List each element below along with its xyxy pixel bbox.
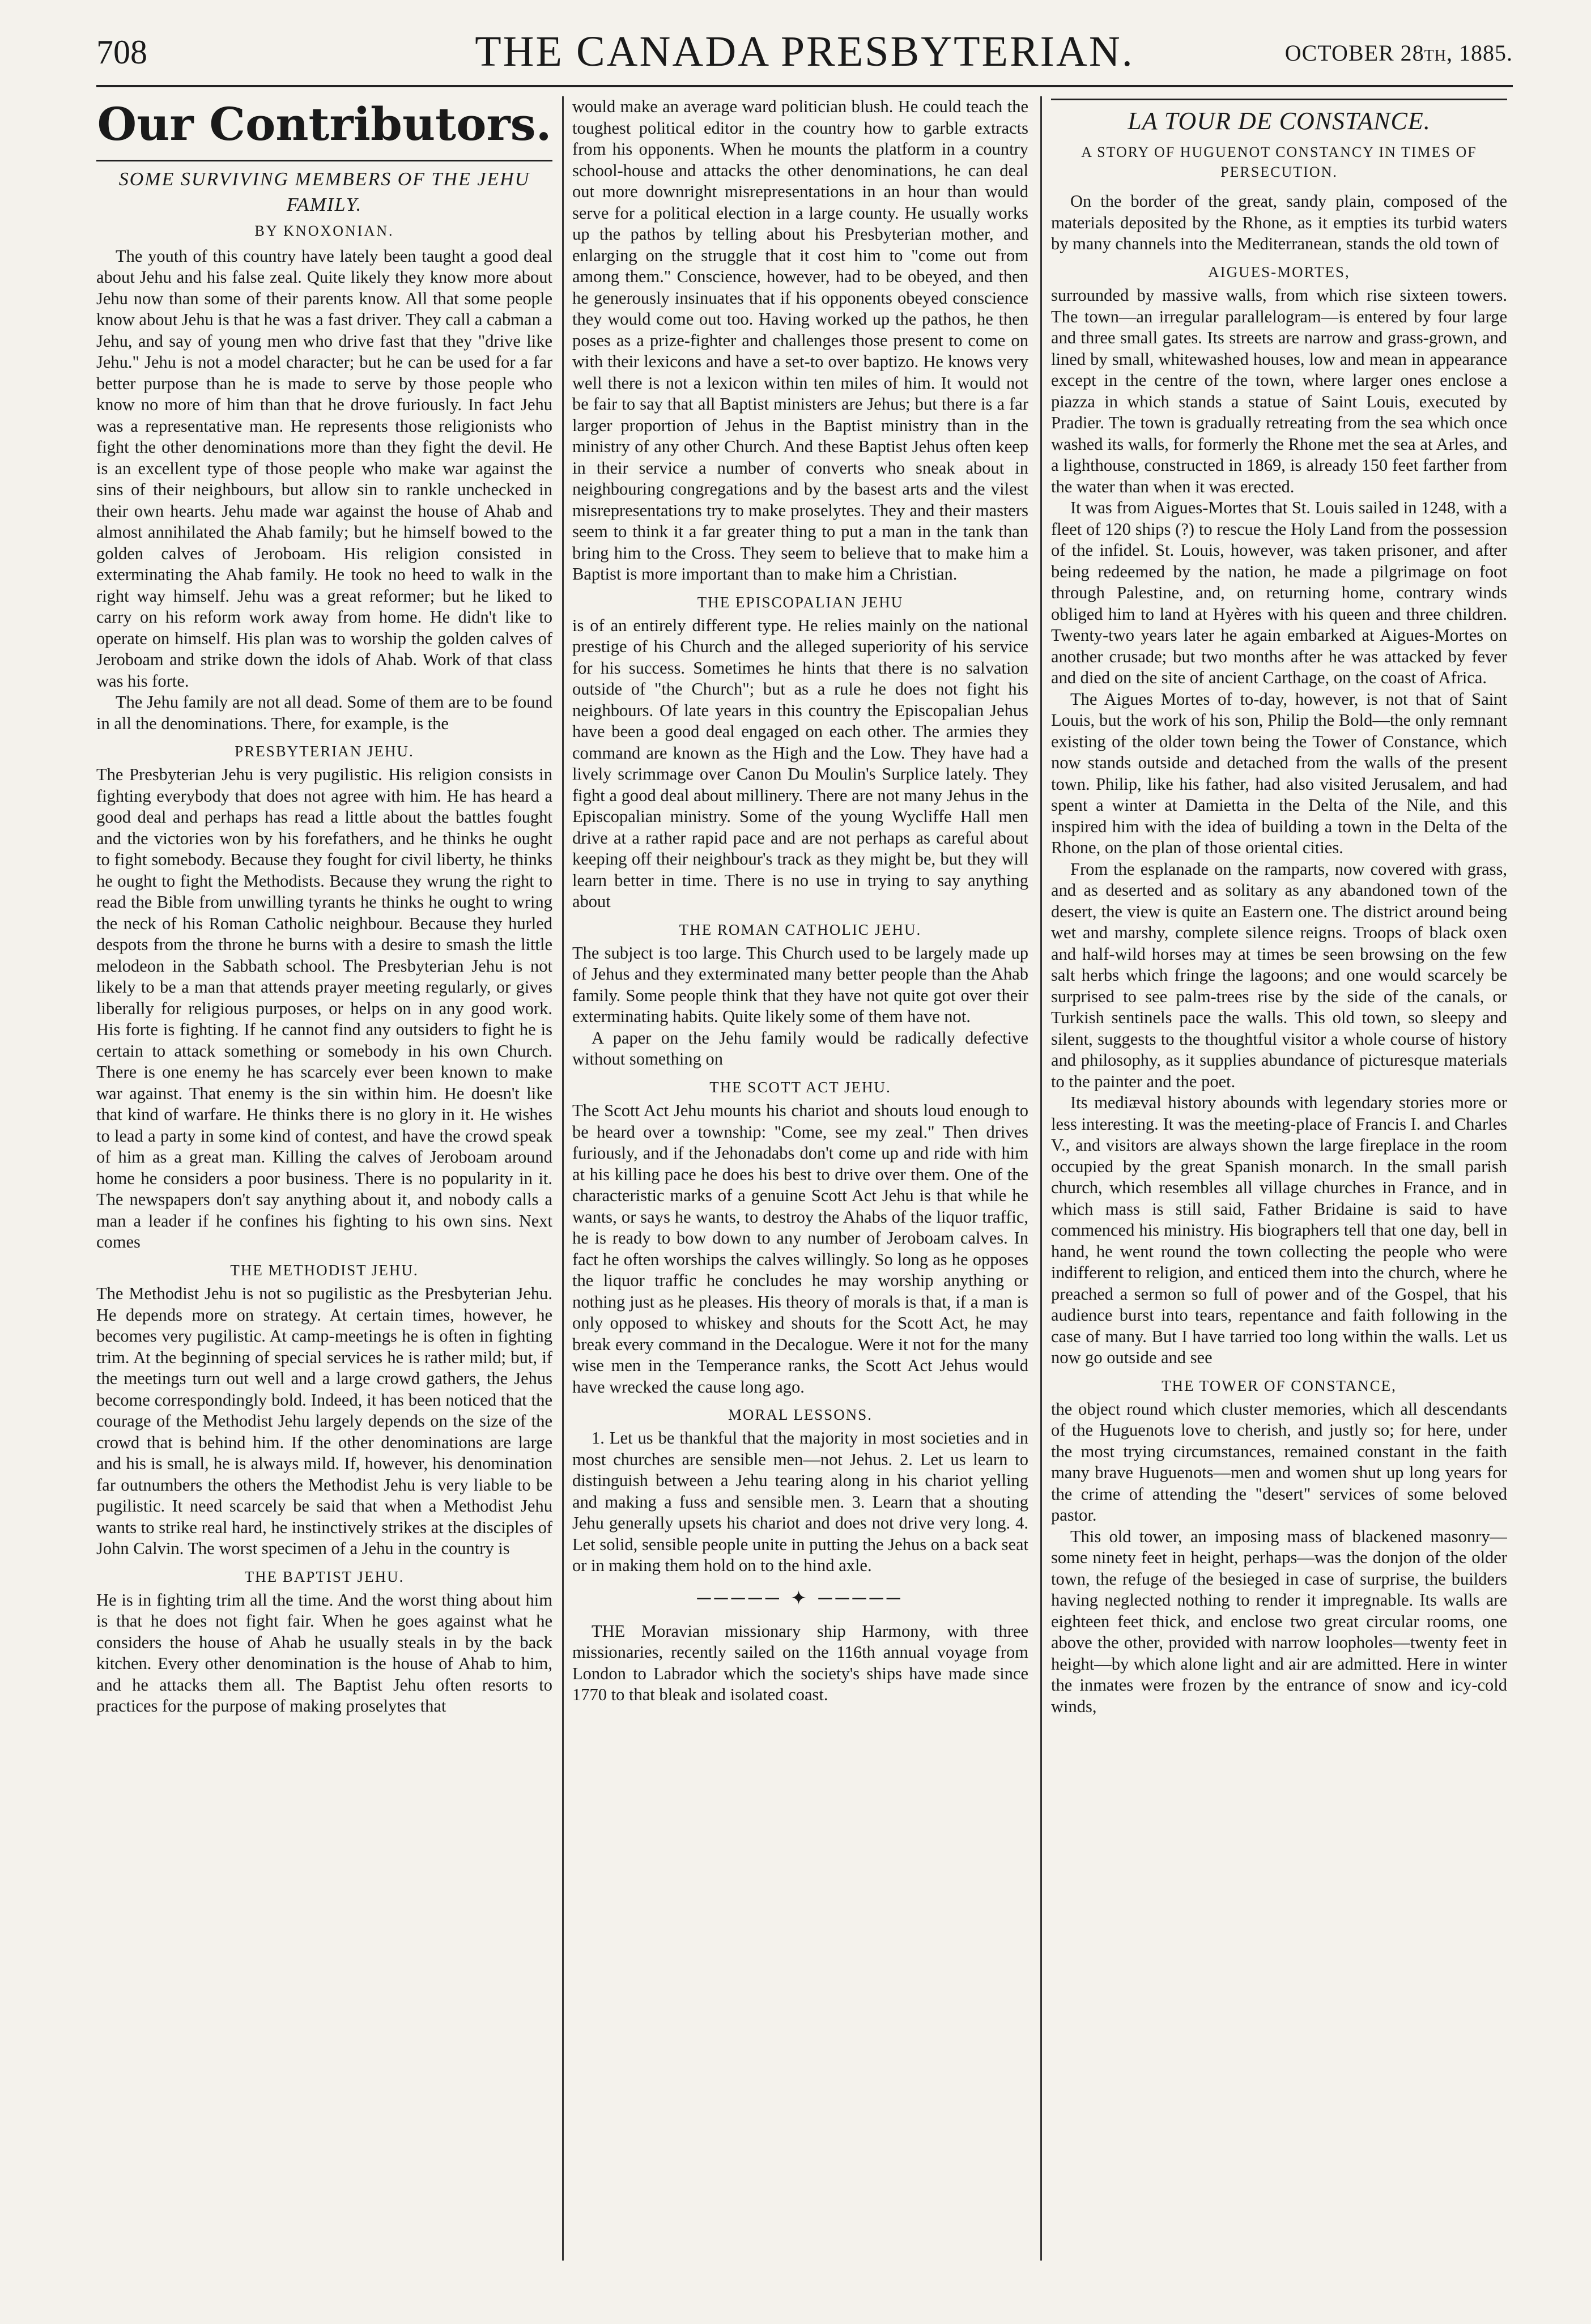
department-title: Our Contributors.	[96, 96, 552, 161]
section-heading: THE METHODIST JEHU.	[230, 1261, 419, 1279]
paragraph: The Aigues Mortes of to-day, however, is not that of Saint Louis, but the work of his son, Philip the Bold—the only remnant existing of the older town being the Tower of Constance, which now stands outside and detached from the walls of the present town. Philip, like his father, had also visited Jerusalem, and had spent a winter at Damietta in the Delta of the Nile, and this inspired him with the idea of building a town in the Delta of the Rhone, on the plan of those oriental cities.	[1051, 689, 1507, 857]
paragraph: Its mediæval history abounds with legendary stories more or less interesting. It was the meeting-place of Francis I. and Charles V., and visitors are always shown the large fireplace in the room occupied by the great Spanish monarch. In the small parish church, which resembles all village churches in France, and in which mass is still said, Father Bridaine is said to have commenced his ministry. His biographers tell that one day, bell in hand, he went round the town collecting the people who were indifferent to religion, and enticed them into the church, where he preached a sermon so full of power and of the Gospel, that his audience burst into tears, repentance and faith following in the case of many. But I have tarried too long within the walls. Let us now go outside and see	[1051, 1093, 1507, 1367]
paragraph: The Scott Act Jehu mounts his chariot and shouts loud enough to be heard over a township: "Come, see my zeal." Then drives furiously, and if the Jehonadabs don't come up and ride with him at his killing pace he does his best to drive over them. One of the characteristic marks of a genuine Scott Act Jehu is that while he wants, or says he wants, to destroy the Ahabs of the liquor traffic, he is ready to bow down to any number of Jeroboam calves. In fact he often worships the calves willingly. So long as he opposes the liquor traffic he concludes he may worship anything or nothing just as he pleases. His theory of morals is that, if a man is only opposed to whiskey and shouts for the Scott Act, he may break every command in the Decalogue. Were it not for the many wise men in the Temperance ranks, the Scott Act Jehus would have wrecked the cause long ago.	[572, 1101, 1028, 1397]
paragraph: This old tower, an imposing mass of blackened masonry—some ninety feet in height, perhaps—was the donjon of the older town, the refuge of the besieged in case of surprise, the builders having neglected nothing to render it impregnable. Its walls are eighteen feet thick, and enclose two great circular rooms, one above the other, provided with narrow loopholes—twenty feet in height—by which alone light and air are admitted. Here in winter the inmates were frozen by the entrance of snow and icy-cold winds,	[1051, 1526, 1507, 1716]
paragraph: The Presbyterian Jehu is very pugilistic. His religion consists in fighting everybody that does not agree with him. He has heard a good deal and perhaps has read a little about the battles fought and the victories won by his forefathers, and he thinks he ought to fight somebody. Because they fought for civil liberty, he thinks he ought to fight the Methodists. Because they wrung the right to read the Bible from unwilling tyrants he thinks he ought to wring the neck of his Roman Catholic neighbour. Because they hurled despots from the throne he burns with a desire to smash the little melodeon in the Sabbath school. The Presbyterian Jehu is not likely to be a man that attends prayer meeting regularly, or gives liberally for religious purposes, or helps on in any good work. His forte is fighting. If he cannot find any outsiders to fight he is certain to attack something or somebody in his own Church. There is one enemy he has scarcely ever been known to make war against. That enemy is the sin within him. He doesn't like that kind of warfare. He thinks there is no glory in it. He wishes to lead a party in some kind of contest, and have the crowd speak of him as a great man. Killing the calves of Jeroboam around home he considers a poor business. There is no popularity in it. The newspapers don't say anything about it, and nobody calls a man a leader if he confines his fighting to his own sins. Next comes	[96, 765, 552, 1252]
section-heading: THE BAPTIST JEHU.	[244, 1568, 405, 1585]
paragraph: On the border of the great, sandy plain, composed of the materials deposited by the Rhone, as it empties its turbid waters by many channels into the Mediterranean, stands the old town of	[1051, 191, 1507, 254]
paragraph: The Methodist Jehu is not so pugilistic as the Presbyterian Jehu. He depends more on strategy. At certain times, however, he becomes very pugilistic. At camp-meetings he is often in fighting trim. At the beginning of special services he is rather mild; but, if the meetings turn out well and a large crowd gathers, the Jehus become correspondingly bold. Indeed, it has been noticed that the courage of the Methodist Jehu largely depends on the size of the crowd that is behind him. If the other denominations are large and his is small, he is always mild. If, however, his denomination far outnumbers the others the Methodist Jehu is very liable to be pugilistic. It need scarcely be said that when a Methodist Jehu wants to strike real hard, he instinctively strikes at the disciples of John Calvin. The worst specimen of a Jehu in the country is	[96, 1284, 552, 1559]
paragraph: It was from Aigues-Mortes that St. Louis sailed in 1248, with a fleet of 120 ships (?) to rescue the Holy Land from the possession of the infidel. St. Louis, however, was taken prisoner, and after being redeemed by the nation, he made a pilgrimage on foot through Palestine, and, on returning home, contrary winds obliged him to land at Hyères with his queen and three children. Twenty-two years later he again embarked at Aigues-Mortes on another crusade; but two months after he was attacked by fever and died on the site of ancient Carthage, on the coast of Africa.	[1051, 498, 1507, 687]
section-heading: THE ROMAN CATHOLIC JEHU.	[679, 921, 922, 938]
masthead: THE CANADA PRESBYTERIAN.	[475, 28, 1134, 75]
column-3	[1051, 96, 1507, 2295]
section-heading: PRESBYTERIAN JEHU.	[235, 743, 414, 760]
section-heading: THE SCOTT ACT JEHU.	[709, 1078, 891, 1096]
section-heading: THE EPISCOPALIAN JEHU	[697, 593, 904, 611]
section-heading: AIGUES-MORTES,	[1208, 263, 1350, 280]
column-1	[96, 96, 552, 2295]
column-rule	[1040, 96, 1042, 2261]
paragraph: is of an entirely different type. He relies mainly on the national prestige of his Church and the alleged superiority of his service for his success. Sometimes he hints that there is no salvation outside of "the Church"; but as a rule he does not fight his neighbours. Of late years in this country the Episcopalian Jehus have been a good deal engaged on each other. The armies they command are known as the High and the Low. They have had a lively scrimmage over Canon Du Moulin's Surplice lately. They fight a good deal about millinery. There are not many Jehus in the Episcopalian ministry. Some of the young Wycliffe Hall men drive at a rather rapid pace and are not perhaps as careful about keeping off their neighbour's track as they might be, but they will learn better in time. There is no use in trying to say anything about	[572, 615, 1028, 912]
article-subtitle: A STORY OF HUGUENOT CONSTANCY IN TIMES OF PERSECUTION.	[1081, 144, 1477, 181]
article-title: SOME SURVIVING MEMBERS OF THE JEHU FAMILY.	[118, 169, 530, 215]
article-title: LA TOUR DE CONSTANCE.	[1051, 99, 1507, 137]
issue-date: OCTOBER 28th, 1885.	[1284, 40, 1513, 66]
paragraph: the object round which cluster memories, which all descendants of the Huguenots love to cherish, and justly so; for here, under the most trying circumstances, remained constant in the faith many brave Huguenots—men and women shut up long years for the crime of attending the "desert" services of some beloved pastor.	[1051, 1399, 1507, 1525]
paragraph: THE Moravian missionary ship Harmony, with three missionaries, recently sailed on the 116th annual voyage from London to Labrador which the society's ships have made since 1770 to that bleak and isolated coast.	[572, 1621, 1028, 1705]
page-header	[96, 23, 1513, 87]
paragraph: would make an average ward politician blush. He could teach the toughest political editor in the country how to garble extracts from his opponents. When he mounts the platform in a country school-house and attacks the other denominations, he can deal out more downright misrepresentations in an hour than would serve for a political election in a large county. He usually works up the pathos by telling about his Presbyterian mother, and enlarging on the struggle that it cost him to "come out from among them." Conscience, however, had to be obeyed, and then he generously insinuates that if his opponents obeyed conscience they would come out too. Having worked up the pathos, he then poses as a prize-fighter and challenges those present to come on with their lexicons and have a set-to over baptizo. He knows very well there is not a lexicon within ten miles of him. It would not be fair to say that all Baptist ministers are Jehus; but there is a far larger proportion of Jehus in the Baptist ministry than in the ministry of any other Church. And these Baptist Jehus often keep in their service a number of converts who sneak about in neighbouring congregations and by the basest arts and the vilest misrepresentations try to make proselytes. They and their masters seem to think it a far greater thing to put a man in the tank than bring him to the Cross. They seem to believe that to make him a Baptist is more important than to make him a Christian.	[572, 97, 1028, 584]
paragraph: The youth of this country have lately been taught a good deal about Jehu and his false zeal. Quite likely they know more about Jehu now than some of their parents know. All that some people know about Jehu is that he was a fast driver. They call a cabman a Jehu, and say of young men who drive fast that they "drive like Jehu." Jehu is not a model character; but he can be used for a far better purpose than he is made to serve by those people who know no more of him than that he drove furiously. In fact Jehu was a representative man. He represents those religionists who fight the other denominations more than they fight the devil. He is an excellent type of those people who make war against the sins of their neighbours, but allow sin to rankle unchecked in their own hearts. Jehu made war against the house of Ahab and almost annihilated the Ahab family; but he himself bowed to the golden calves of Jeroboam. His religion consisted in exterminating the Ahab family. He took no heed to walk in the right way himself. Jehu was a great reformer; but he liked to carry on his reform work away from home. He didn't like to operate on himself. His plan was to worship the golden calves of Jeroboam and strike down the idols of Ahab. Work of that class was his forte.	[96, 246, 552, 691]
paragraph: From the esplanade on the ramparts, now covered with grass, and as deserted and as solitary as any abandoned town of the desert, the view is quite an Eastern one. The district around being wet and marshy, complete silence reigns. Troops of black oxen and half-wild horses may at times be seen browsing on the few salt herbs which fringe the lagoons; and one would scarcely be surprised to see palm-trees rise by the side of the canals, or Turkish sentinels pace the walls. This old town, so sleepy and silent, suggests to the thoughtful visitor a whole course of history and philosophy, as it supplies abundance of picturesque materials to the painter and the poet.	[1051, 859, 1507, 1091]
page-number: 708	[96, 33, 147, 71]
paragraph: The Jehu family are not all dead. Some of them are to be found in all the denominations. There, for example, is the	[96, 692, 552, 733]
paragraph: A paper on the Jehu family would be radically defective without something on	[572, 1028, 1028, 1069]
section-heading: MORAL LESSONS.	[728, 1406, 873, 1424]
ornament-divider: ───── ✦ ─────	[697, 1587, 904, 1609]
section-heading: THE TOWER OF CONSTANCE,	[1162, 1377, 1397, 1394]
column-2	[572, 96, 1028, 2295]
paragraph: He is in fighting trim all the time. And the worst thing about him is that he does not fight fair. When he goes against what he considers the house of Ahab he usually steals in by the back kitchen. Every other denomination is the house of Ahab to him, and he attacks them all. The Baptist Jehu often resorts to practices for the purpose of making proselytes that	[96, 1590, 552, 1716]
paragraph: 1. Let us be thankful that the majority in most societies and in most churches are sensible men—not Jehus. 2. Let us learn to distinguish between a Jehu tearing along in his chariot yelling and making a fuss and sensible men. 3. Learn that a shouting Jehu generally upsets his chariot and does not drive very long. 4. Let solid, sensible people unite in putting the Jehus on a back seat or in making them hold on to the hind axle.	[572, 1428, 1028, 1576]
article-byline: BY KNOXONIAN.	[254, 222, 394, 239]
column-rule	[562, 96, 564, 2261]
paragraph: The subject is too large. This Church used to be largely made up of Jehus and they exterminated many better people than the Ahab family. Some people think that they have not quite got over their exterminating habits. Quite likely some of them have not.	[572, 943, 1028, 1027]
paragraph: surrounded by massive walls, from which rise sixteen towers. The town—an irregular parallelogram—is entered by four large and three small gates. Its streets are narrow and grass-grown, and lined by small, whitewashed houses, low and mean in appearance except in the centre of the town, where larger ones enclose a piazza in which stands a statue of Saint Louis, executed by Pradier. The town is gradually retreating from the sea which once washed its walls, for formerly the Rhone met the sea at Arles, and a lighthouse, constructed in 1869, is already 150 feet farther from the water than when it was erected.	[1051, 286, 1507, 496]
